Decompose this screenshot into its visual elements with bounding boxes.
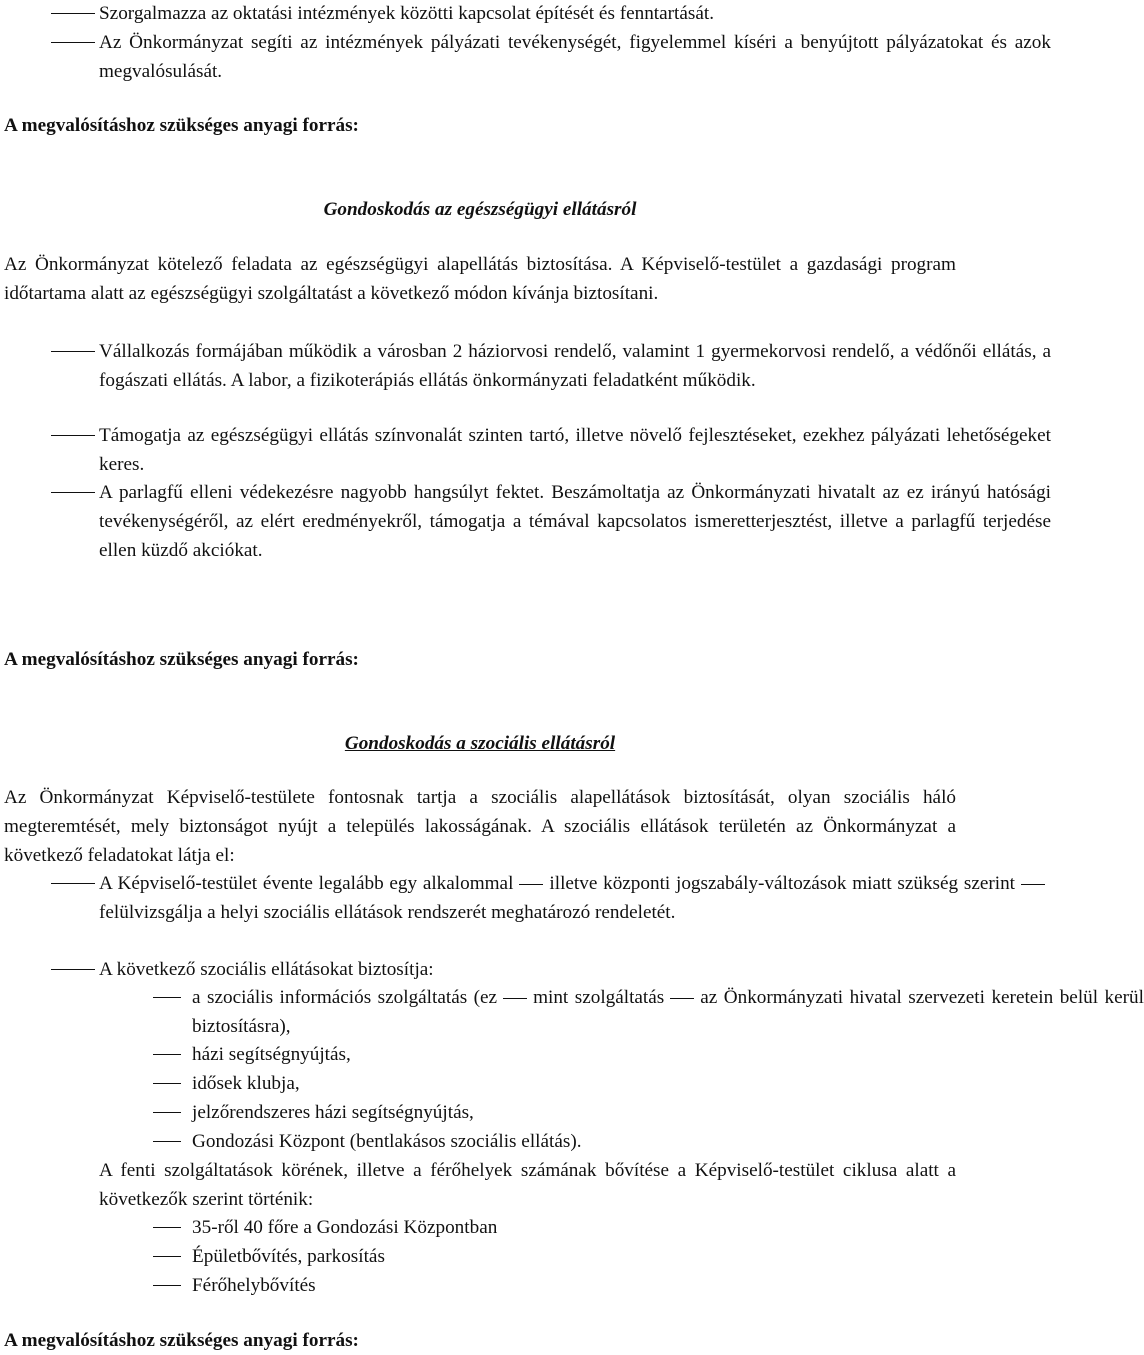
- dash-bullet: [51, 435, 95, 436]
- sub-list-item-text: az Önkormányzati hivatal szervezeti keretein belül kerül biztosításra),: [192, 987, 1144, 1037]
- sub-list-item: [4, 1040, 1144, 1069]
- sub-list-item-text: idősek klubja,: [192, 1073, 300, 1094]
- sub-list-item: [4, 1213, 1144, 1242]
- health-intro: Az Önkormányzat kötelező feladata az egészségügyi alapellátás biztosítása. A Képviselő-testület a gazdasági program időtartama alatt az egészségügyi szolgáltatást a következő módon kívánja biztosítani.: [4, 254, 956, 304]
- section-title-health: Gondoskodás az egészségügyi ellátásról: [323, 199, 637, 220]
- sub-list-item: [4, 1242, 1144, 1271]
- dash-bullet: [51, 42, 95, 43]
- list-item-text: A következő szociális ellátásokat biztosítja:: [99, 959, 434, 980]
- dash-bullet: [51, 13, 95, 14]
- dash-bullet: [153, 1141, 181, 1142]
- dash-bullet: [153, 1256, 181, 1257]
- dash-bullet: [153, 1054, 181, 1055]
- sub-list-item-text: 35-ről 40 főre a Gondozási Központban: [192, 1217, 498, 1238]
- sub-list-item-text: Férőhelybővítés: [192, 1275, 316, 1296]
- section-title-social: Gondoskodás a szociális ellátásról: [344, 733, 616, 754]
- sub-list-item: [4, 983, 1144, 1041]
- inline-dash: [503, 998, 527, 999]
- expansion-intro: A fenti szolgáltatások körének, illetve a férőhelyek számának bővítése a Képviselő-testület ciklusa alatt a következők szerint történik:: [99, 1160, 956, 1210]
- inline-dash: [1021, 884, 1045, 885]
- sub-list-item-text: jelzőrendszeres házi segítségnyújtás,: [192, 1102, 474, 1123]
- list-item-text: Szorgalmazza az oktatási intézmények közötti kapcsolat építését és fenntartását.: [99, 3, 714, 24]
- inline-dash: [519, 884, 543, 885]
- sub-list-item-text: házi segítségnyújtás,: [192, 1044, 351, 1065]
- list-item: [4, 421, 1051, 479]
- sub-list-item-text: Gondozási Központ (bentlakásos szociális ellátás).: [192, 1131, 582, 1152]
- list-item-text: Támogatja az egészségügyi ellátás színvonalát szinten tartó, illetve növelő fejlesztéseket, ezekhez pályázati lehetőségeket keres.: [99, 425, 1051, 475]
- list-item-text: A Képviselő-testület évente legalább egy alkalommal: [99, 873, 514, 894]
- sub-list-item-text: a szociális információs szolgáltatás (ez: [192, 987, 498, 1008]
- list-item: [4, 0, 1051, 28]
- dash-bullet: [51, 351, 95, 352]
- list-item: [4, 337, 1051, 395]
- list-item: [4, 28, 1051, 86]
- list-item: [4, 869, 1051, 927]
- dash-bullet: [153, 1112, 181, 1113]
- sub-list-item: [4, 1127, 1144, 1156]
- dash-bullet: [153, 1083, 181, 1084]
- sub-list-item-text: Épületbővítés, parkosítás: [192, 1246, 385, 1267]
- list-item: [4, 955, 1051, 984]
- list-item-text: Az Önkormányzat segíti az intézmények pályázati tevékenységét, figyelemmel kíséri a benyújtott pályázatokat és azok megvalósulását.: [99, 32, 1051, 82]
- sub-list-item: [4, 1098, 1144, 1127]
- funding-heading: A megvalósításhoz szükséges anyagi forrás:: [4, 115, 359, 136]
- list-item-text: Vállalkozás formájában működik a városban 2 háziorvosi rendelő, valamint 1 gyermekorvosi rendelő, a védőnői ellátás, a fogászati ellátás. A labor, a fizikoterápiás ellátás önkormányzati feladatként működik.: [99, 341, 1051, 391]
- list-item-text: illetve központi jogszabály-változások miatt szükség szerint: [549, 873, 1016, 894]
- list-item: [4, 478, 1051, 565]
- list-item-text: felülvizsgálja a helyi szociális ellátások rendszerét meghatározó rendeletét.: [99, 902, 676, 923]
- funding-heading: A megvalósításhoz szükséges anyagi forrás:: [4, 649, 359, 670]
- sub-list-item-text: mint szolgáltatás: [533, 987, 665, 1008]
- dash-bullet: [153, 1285, 181, 1286]
- sub-list-item: [4, 1271, 1144, 1300]
- dash-bullet: [153, 997, 181, 998]
- social-intro: Az Önkormányzat Képviselő-testülete fontosnak tartja a szociális alapellátások biztosítását, olyan szociális háló megteremtését, mely biztonságot nyújt a település lakosságának. A szociális ellátások területén az Önkormányzat a következő feladatokat látja el:: [4, 787, 956, 866]
- dash-bullet: [51, 969, 95, 970]
- dash-bullet: [153, 1227, 181, 1228]
- funding-heading: A megvalósításhoz szükséges anyagi forrás:: [4, 1330, 359, 1351]
- dash-bullet: [51, 883, 95, 884]
- dash-bullet: [51, 492, 95, 493]
- inline-dash: [670, 998, 694, 999]
- sub-list-item: [4, 1069, 1144, 1098]
- list-item-text: A parlagfű elleni védekezésre nagyobb hangsúlyt fektet. Beszámoltatja az Önkormányzati hivatalt az ez irányú hatósági tevékenységéről, az elért eredményekről, támogatja a témával kapcsolatos ismeretterjesztést, illetve a parlagfű terjedése ellen küzdő akciókat.: [99, 482, 1051, 561]
